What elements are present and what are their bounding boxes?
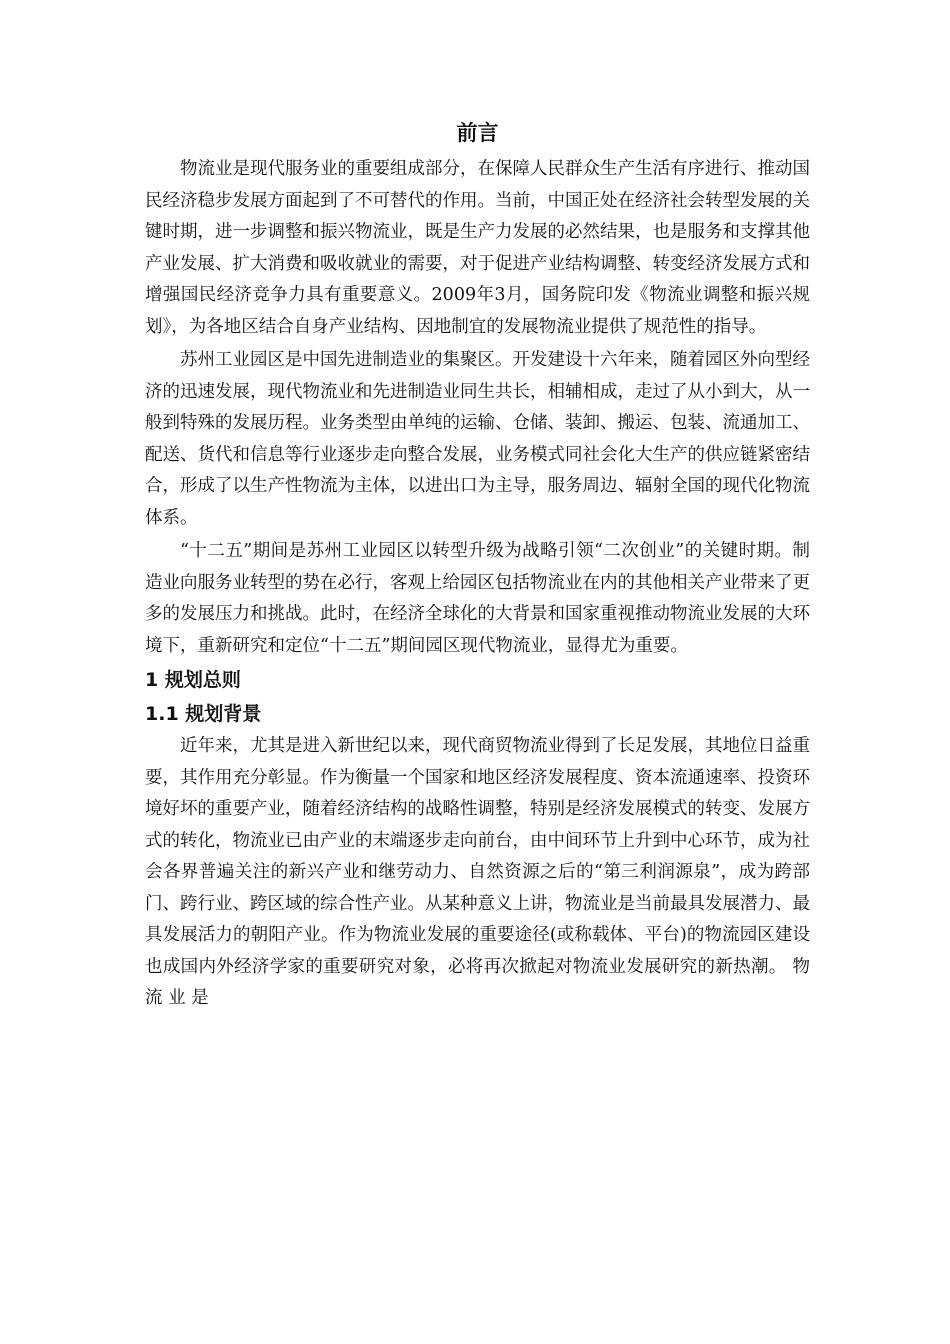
preface-paragraph-3: “十二五”期间是苏州工业园区以转型升级为战略引领“二次创业”的关键时期。制造业向服务业转型的势在必行，客观上给园区包括物流业在内的其他相关产业带来了更多的发展压力和挑战。此时，在经济全球化的大背景和国家重视推动物流业发展的大环境下，重新研究和定位“十二五”期间园区现代物流业，显得尤为重要。 (145, 541, 810, 656)
section-1-1-heading: 1.1 规划背景 (145, 703, 262, 725)
preface-paragraph-1: 物流业是现代服务业的重要组成部分，在保障人民群众生产生活有序进行、推动国民经济稳步发展方面起到了不可替代的作用。当前，中国正处在经济社会转型发展的关键时期，进一步调整和振兴物流业，既是生产力发展的必然结果，也是服务和支撑其他产业发展、扩大消费和吸收就业的需要，对于促进产业结构调整、转变经济发展方式和增强国民经济竞争力具有重要意义。2009年3月，国务院印发《物流业调整和振兴规划》，为各地区结合自身产业结构、因地制宜的发展物流业提供了规范性的指导。 (145, 159, 810, 337)
section-1-heading: 1 规划总则 (145, 669, 241, 691)
page-content (145, 118, 810, 1015)
background-paragraph: 近年来，尤其是进入新世纪以来，现代商贸物流业得到了长足发展，其地位日益重要，其作用充分彰显。作为衡量一个国家和地区经济发展程度、资本流通速率、投资环境好坏的重要产业，随着经济结构的战略性调整，特别是经济发展模式的转变、发展方式的转化，物流业已由产业的末端逐步走向前台，由中间环节上升到中心环节，成为社会各界普遍关注的新兴产业和继劳动力、自然资源之后的“第三利润源泉”，成为跨部门、跨行业、跨区域的综合性产业。从某种意义上讲，物流业是当前最具发展潜力、最具发展活力的朝阳产业。作为物流业发展的重要途径(或称载体、平台)的物流园区建设也成国内外经济学家的重要研究对象，必将再次掀起对物流业发展研究的新热潮。 物 流 业 是 (145, 736, 810, 1008)
preface-title: 前言 (456, 121, 499, 145)
preface-paragraph-2: 苏州工业园区是中国先进制造业的集聚区。开发建设十六年来，随着园区外向型经济的迅速发展，现代物流业和先进制造业同生共长，相辅相成，走过了从小到大，从一般到特殊的发展历程。业务类型由单纯的运输、仓储、装卸、搬运、包装、流通加工、配送、货代和信息等行业逐步走向整合发展，业务模式同社会化大生产的供应链紧密结合，形成了以生产性物流为主体，以进出口为主导，服务周边、辐射全国的现代化物流体系。 (145, 350, 810, 528)
